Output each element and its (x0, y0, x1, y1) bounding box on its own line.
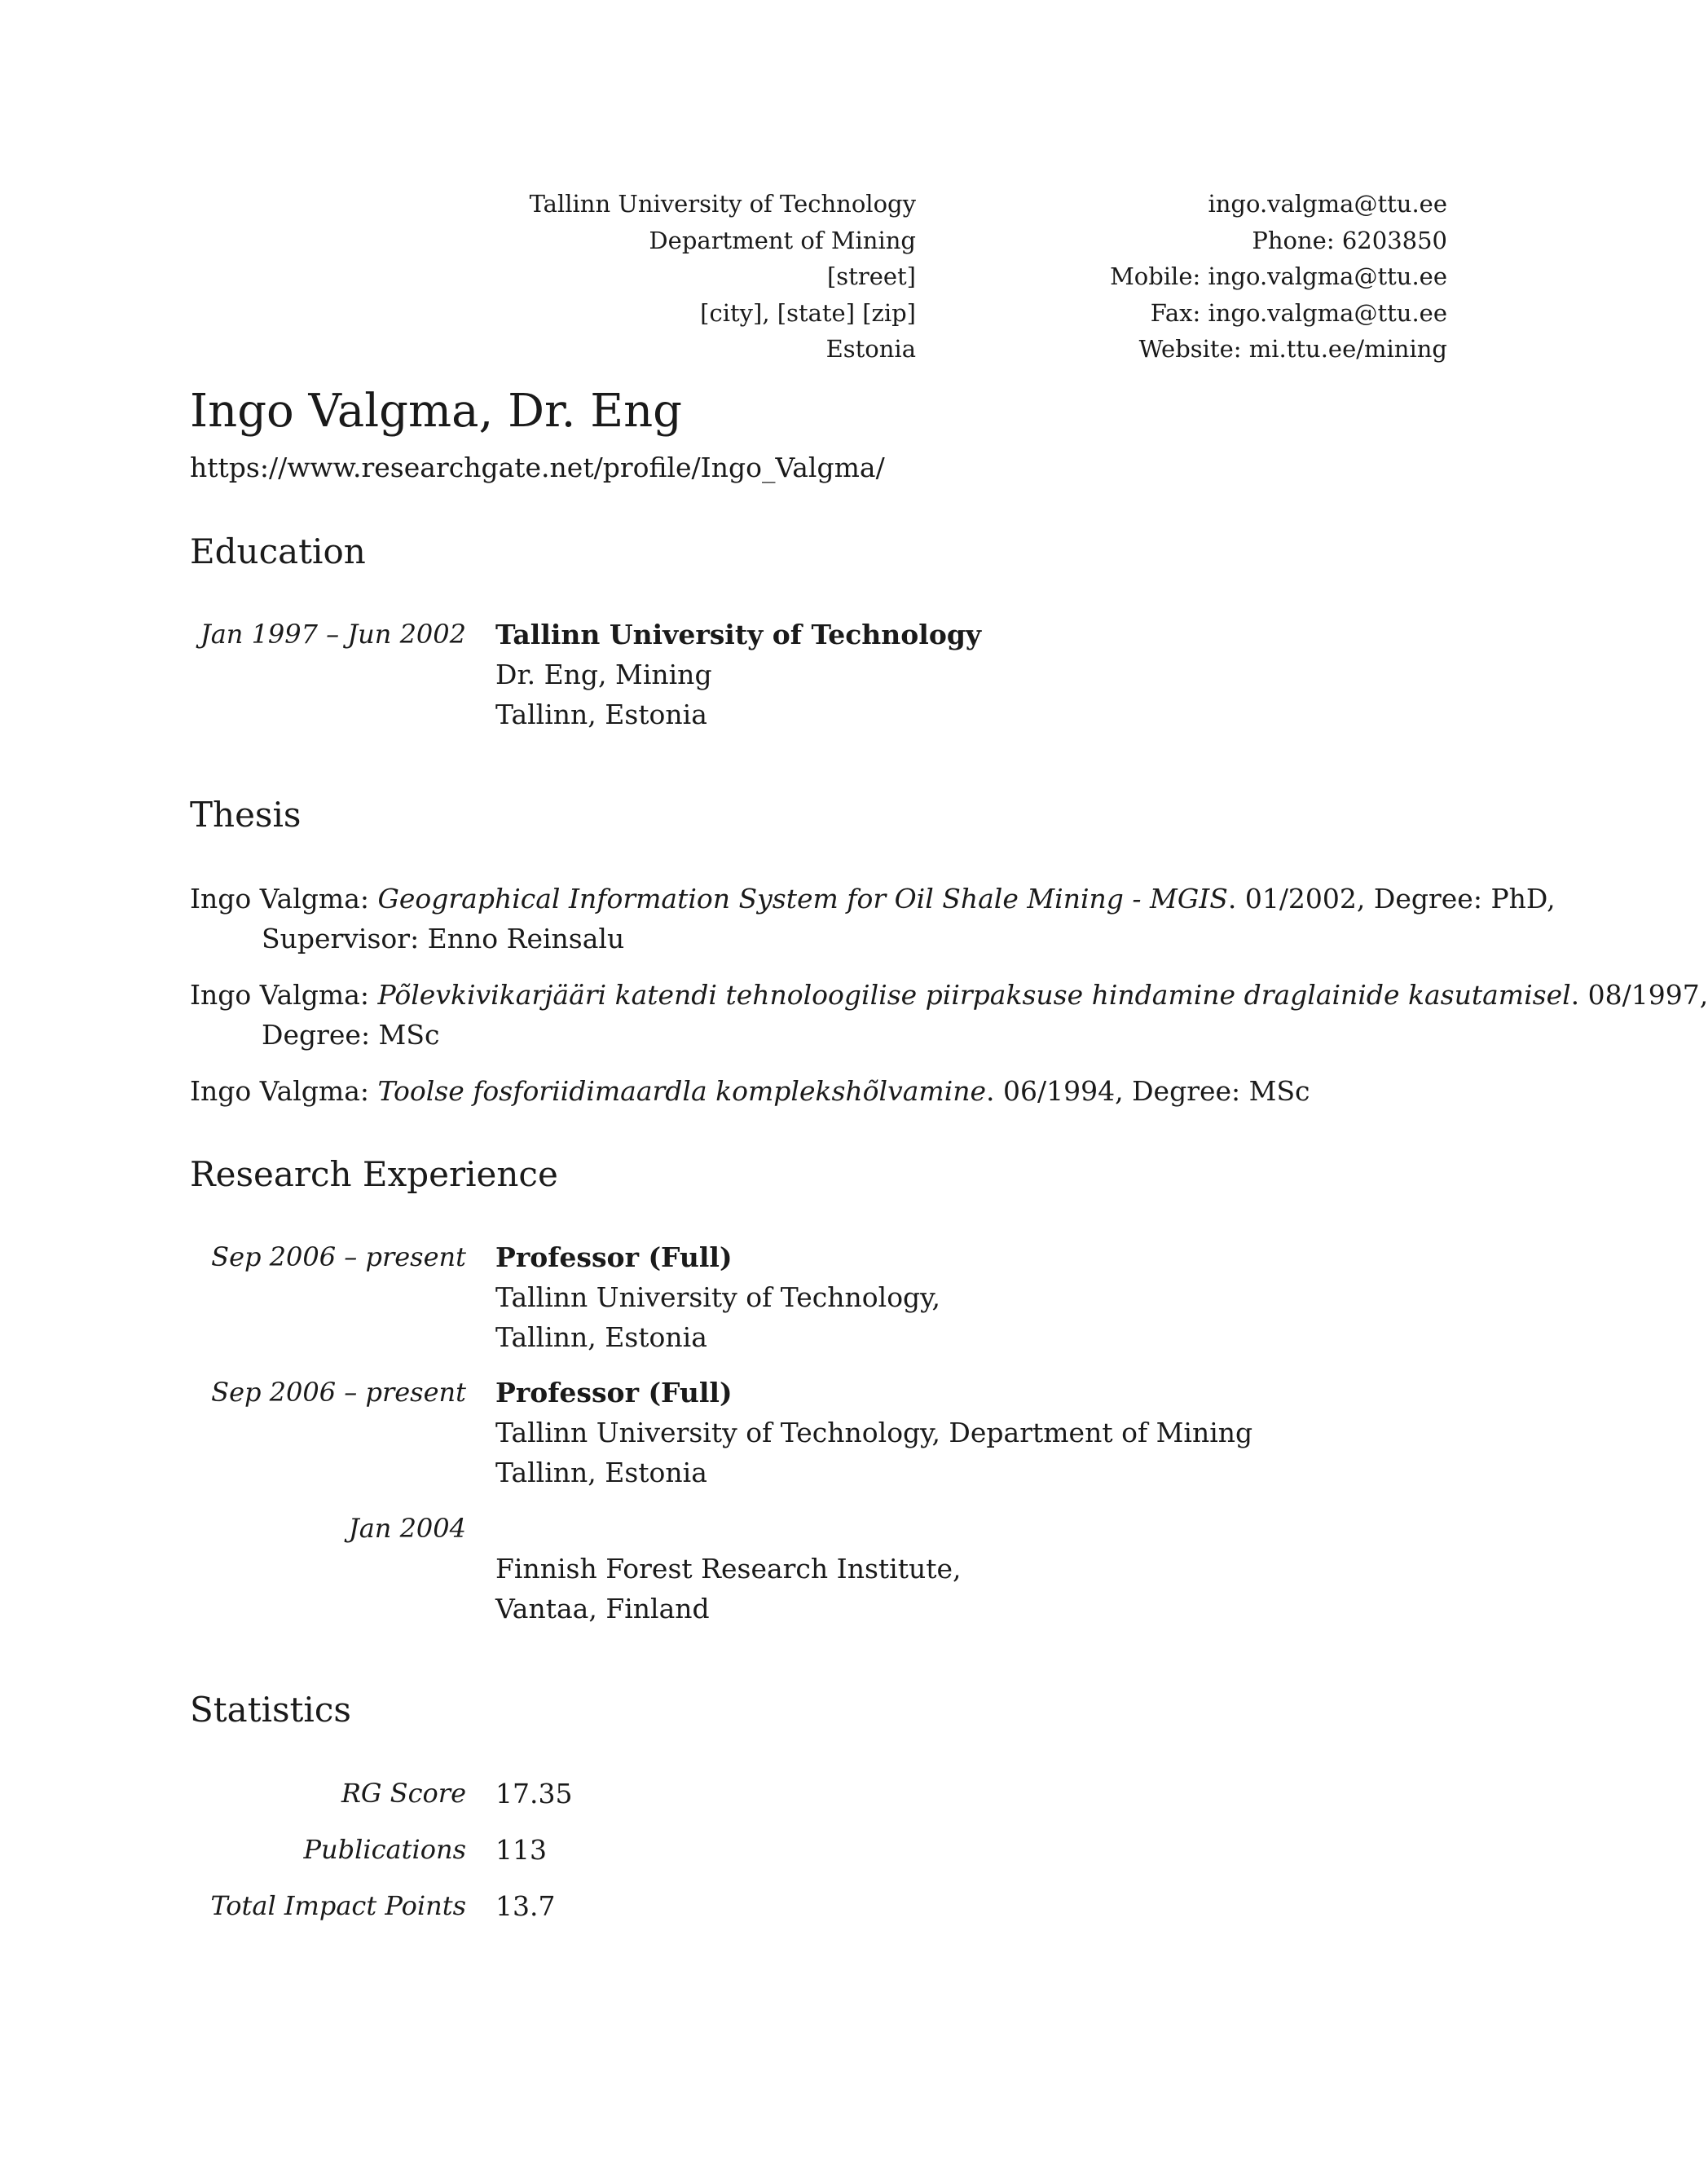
address-block (530, 186, 916, 368)
thesis-continuation: Degree: MSc (262, 1019, 440, 1051)
entry-title: Professor (Full) (495, 1377, 733, 1408)
entry-body (495, 1373, 1252, 1492)
entry-body (495, 1237, 940, 1357)
address-line: Department of Mining (649, 226, 916, 254)
thesis-continuation: Supervisor: Enno Reinsalu (262, 923, 625, 954)
entry-line: Vantaa, Finland (495, 1593, 710, 1624)
thesis-title: Toolse fosforiidimaardla komplekshõlvamine (377, 1075, 987, 1107)
thesis-item (190, 879, 1556, 959)
entry-line: Finnish Forest Research Institute, (495, 1553, 962, 1585)
contact-website: Website: mi.ttu.ee/mining (1138, 335, 1447, 363)
address-line: Tallinn University of Technology (529, 190, 916, 218)
stat-value: 13.7 (495, 1890, 556, 1922)
thesis-details: . 01/2002, Degree: PhD, (1227, 883, 1556, 915)
thesis-first-line (190, 879, 1556, 919)
stat-label: Publications (303, 1834, 466, 1865)
entry-line: Tallinn, Estonia (495, 1321, 707, 1353)
section-heading-thesis: Thesis (190, 795, 302, 835)
stat-value: 17.35 (495, 1778, 573, 1810)
thesis-title: Geographical Information System for Oil Shale Mining - MGIS (377, 883, 1228, 915)
contact-fax: Fax: ingo.valgma@ttu.ee (1150, 298, 1447, 327)
entry-date: Jan 2004 (348, 1513, 466, 1544)
entry-title (495, 1509, 962, 1549)
contact-phone: Phone: 6203850 (1252, 226, 1447, 254)
thesis-item (190, 975, 1708, 1055)
entry-body (495, 615, 981, 734)
contact-email: ingo.valgma@ttu.ee (1208, 190, 1447, 218)
profile-url: https://www.researchgate.net/profile/Ingo_Valgma/ (190, 452, 885, 483)
contact-block (1110, 186, 1447, 368)
entry-line: Dr. Eng, Mining (495, 659, 712, 690)
contact-mobile: Mobile: ingo.valgma@ttu.ee (1110, 262, 1447, 290)
thesis-author: Ingo Valgma: (190, 883, 378, 915)
section-heading-education: Education (190, 531, 366, 571)
thesis-details: . 08/1997, (1570, 979, 1708, 1011)
section-heading-statistics: Statistics (190, 1690, 351, 1730)
stat-label: Total Impact Points (210, 1890, 466, 1921)
thesis-first-line (190, 1071, 1461, 1111)
entry-line: Tallinn University of Technology, Department of Mining (495, 1417, 1253, 1448)
address-line: [city], [state] [zip] (700, 298, 916, 327)
entry-date: Sep 2006 – present (211, 1377, 466, 1408)
stat-row (0, 1830, 1669, 1870)
thesis-item (190, 1071, 1461, 1111)
address-line: [street] (826, 262, 916, 290)
entry-date: Jan 1997 – Jun 2002 (200, 619, 466, 650)
entry-body (495, 1509, 962, 1629)
entry-line: Tallinn University of Technology, (495, 1281, 940, 1313)
stat-label: RG Score (341, 1778, 466, 1809)
person-name: Ingo Valgma, Dr. Eng (190, 385, 682, 438)
thesis-author: Ingo Valgma: (190, 1075, 378, 1107)
thesis-title: Põlevkivikarjääri katendi tehnoloogilise piirpaksuse hindamine draglainide kasutamisel (377, 979, 1571, 1011)
section-heading-research: Research Experience (190, 1154, 558, 1194)
stat-value: 113 (495, 1834, 547, 1866)
thesis-first-line (190, 975, 1708, 1015)
thesis-details: . 06/1994, Degree: MSc (986, 1075, 1310, 1107)
stat-row (0, 1774, 1669, 1814)
entry-line: Tallinn, Estonia (495, 1457, 707, 1488)
entry-title: Tallinn University of Technology (495, 619, 982, 650)
entry-line: Tallinn, Estonia (495, 699, 707, 730)
thesis-author: Ingo Valgma: (190, 979, 378, 1011)
stat-row (0, 1886, 1669, 1926)
address-line: Estonia (825, 335, 916, 363)
entry-date: Sep 2006 – present (211, 1241, 466, 1272)
entry-title: Professor (Full) (495, 1241, 733, 1273)
